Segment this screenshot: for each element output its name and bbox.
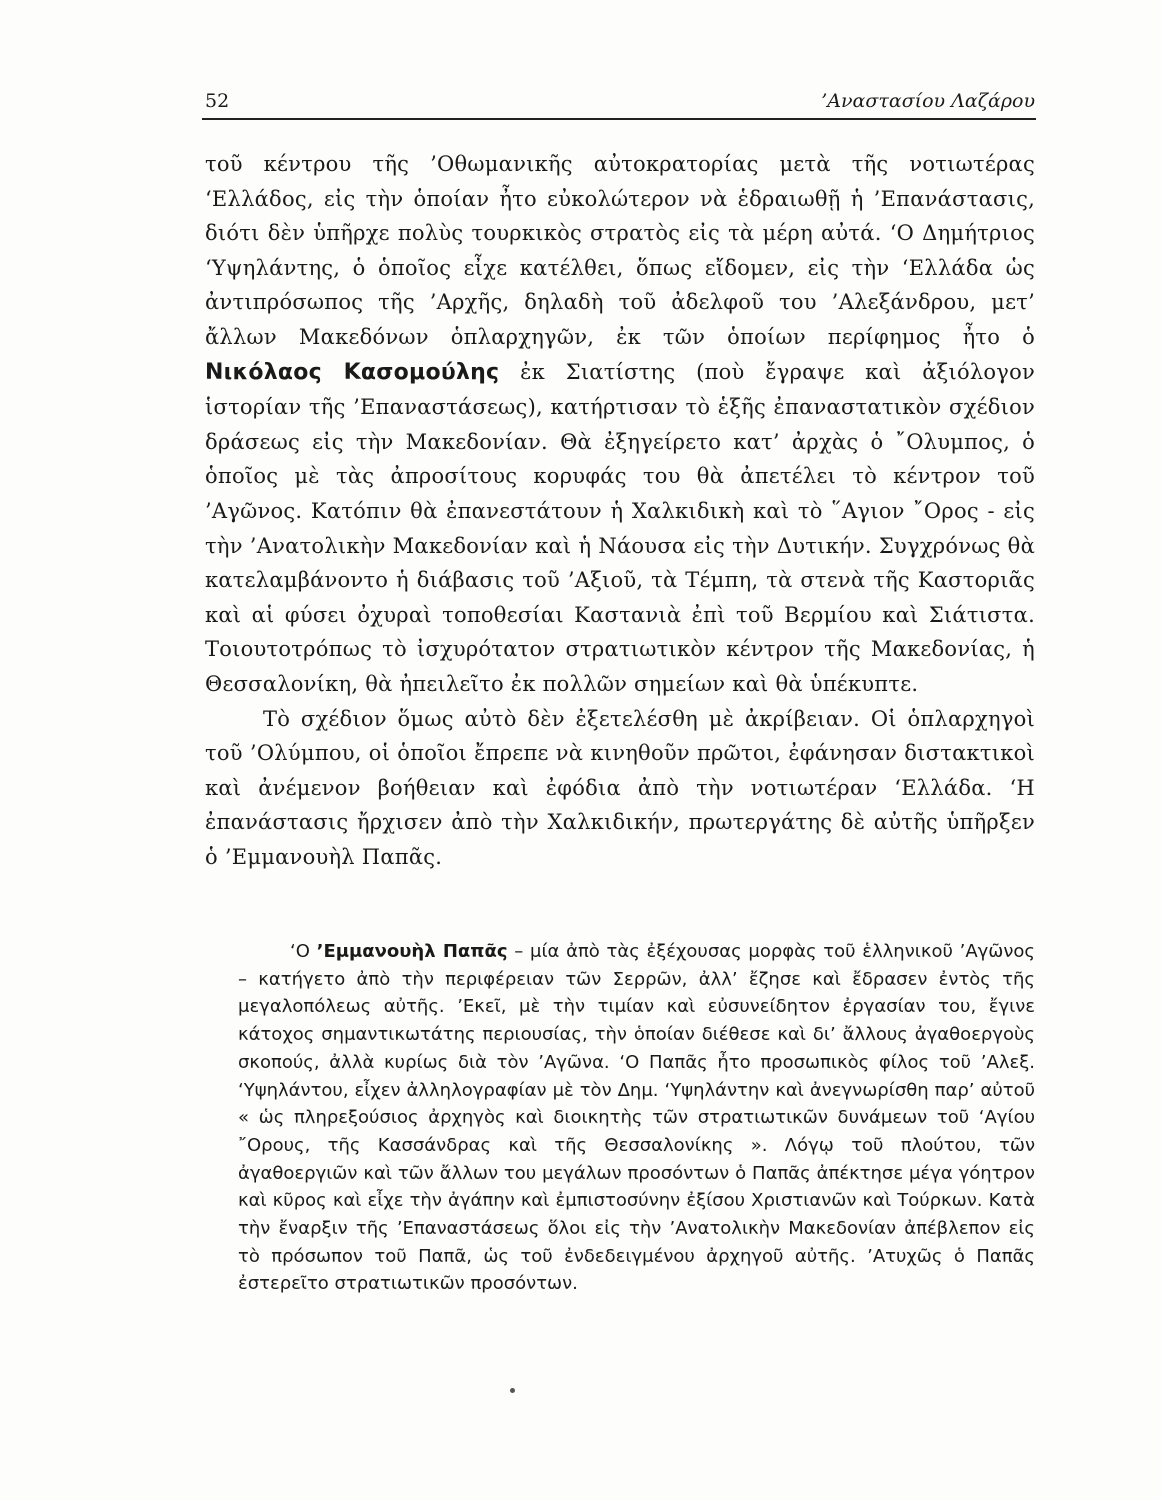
paragraph-1 <box>205 147 1035 702</box>
page-header <box>205 78 1035 112</box>
running-title: ’Αναστασίου Λαζάρου <box>821 90 1035 112</box>
footnote-paragraph <box>238 938 1035 1298</box>
footnote-lead: ‘Ο <box>290 941 310 962</box>
paragraph-2: Τὸ σχέδιον ὅμως αὐτὸ δὲν ἐξετελέσθη μὲ ἀκρίβειαν. Οἱ ὁπλαρχηγοὶ τοῦ ’Ολύμπου, οἱ ὁποῖοι ἔπρεπε νὰ κινηθοῦν πρῶτοι, ἐφάνησαν διστακτικοὶ καὶ ἀνέμενον βοήθειαν καὶ ἐφόδια ἀπὸ τὴν νοτιωτέραν ‘Ελλάδα. ‘Η ἐπανάστασις ἤρχισεν ἀπὸ τὴν Χαλκιδικήν, πρωτεργάτης δὲ αὐτῆς ὑπῆρξεν ὁ ’Εμμανουὴλ Παπᾶς. <box>205 706 1035 869</box>
footnote-text: – μία ἀπὸ τὰς ἐξέχουσας μορφὰς τοῦ ἑλληνικοῦ ’Αγῶνος – κατήγετο ἀπὸ τὴν περιφέρειαν τῶν Σερρῶν, ἀλλ’ ἔζησε καὶ ἔδρασεν ἐντὸς τῆς μεγαλοπόλεως αὐτῆς. ’Εκεῖ, μὲ τὴν τιμίαν καὶ εὐσυνείδητον ἐργασίαν του, ἔγινε κάτοχος σημαντικωτάτης περιουσίας, τὴν ὁποίαν διέθεσε καὶ δι’ ἄλλους ἀγαθοεργοὺς σκοπούς, ἀλλὰ κυρίως διὰ τὸν ’Αγῶνα. ‘Ο Παπᾶς ἦτο προσωπικὸς φίλος τοῦ ’Αλεξ. ‘Υψηλάντου, εἶχεν ἀλληλογραφίαν μὲ τὸν Δημ. ‘Υψηλάντην καὶ ἀνεγνωρίσθη παρ’ αὐτοῦ « ὡς πληρεξούσιος ἀρχηγὸς καὶ διοικητὴς τῶν στρατιωτικῶν δυνάμεων τοῦ ‘Αγίου ῎Ορους, τῆς Κασσάνδρας καὶ τῆς Θεσσαλονίκης ». Λόγῳ τοῦ πλούτου, τῶν ἀγαθοεργιῶν καὶ τῶν ἄλλων του μεγάλων προσόντων ὁ Παπᾶς ἀπέκτησε μέγα γόητρον καὶ κῦρος καὶ εἶχε τὴν ἀγάπην καὶ ἐμπιστοσύνην ἐξίσου Χριστιανῶν καὶ Τούρκων. Κατὰ τὴν ἔναρξιν τῆς ’Επαναστάσεως ὅλοι εἰς τὴν ’Ανατολικὴν Μακεδονίαν ἀπέβλεπον εἰς τὸ πρόσωπον τοῦ Παπᾶ, ὡς τοῦ ἐνδεδειγμένου ἀρχηγοῦ αὐτῆς. ’Ατυχῶς ὁ Παπᾶς ἐστερεῖτο στρατιωτικῶν προσόντων. <box>238 941 1035 1295</box>
main-text <box>205 147 1035 874</box>
page-number: 52 <box>205 90 230 112</box>
paragraph-1-text: τοῦ κέντρου τῆς ’Οθωμανικῆς αὐτοκρατορίας μετὰ τῆς νοτιωτέρας ‘Ελλάδος, εἰς τὴν ὁποίαν ἦτο εὐκολώτερον νὰ ἑδραιωθῇ ἡ ’Επανάστασις, διότι δὲν ὑπῆρχε πολὺς τουρκικὸς στρατὸς εἰς τὰ μέρη αὐτά. ‘Ο Δημήτριος ‘Υψηλάντης, ὁ ὁποῖος εἶχε κατέλθει, ὅπως εἴδομεν, εἰς τὴν ‘Ελλάδα ὡς ἀντιπρόσωπος τῆς ’Αρχῆς, δηλαδὴ τοῦ ἀδελφοῦ του ’Αλεξάνδρου, μετ’ ἄλλων Μακεδόνων ὁπλαρχηγῶν, ἐκ τῶν ὁποίων περίφημος ἦτο ὁ <box>205 152 1035 349</box>
footnote-bold-name: ’Εμμανουὴλ Παπᾶς <box>316 941 508 962</box>
header-rule <box>202 118 1036 120</box>
paragraph-1-text-after: ἐκ Σιατίστης (ποὺ ἔγραψε καὶ ἀξιόλογον ἱστορίαν τῆς ’Επαναστάσεως), κατήρτισαν τὸ ἑξῆς ἐπαναστατικὸν σχέδιον δράσεως εἰς τὴν Μακεδονίαν. Θὰ ἐξηγείρετο κατ’ ἀρχὰς ὁ ῎Ολυμπος, ὁ ὁποῖος μὲ τὰς ἀπροσίτους κορυφάς του θὰ ἀπετέλει τὸ κέντρον τοῦ ’Αγῶνος. Κατόπιν θὰ ἐπανεστάτουν ἡ Χαλκιδικὴ καὶ τὸ ῞Αγιον ῎Ορος - εἰς τὴν ’Ανατολικὴν Μακεδονίαν καὶ ἡ Νάουσα εἰς τὴν Δυτικήν. Συγχρόνως θὰ κατελαμβάνοντο ἡ διάβασις τοῦ ’Αξιοῦ, τὰ Τέμπη, τὰ στενὰ τῆς Καστοριᾶς καὶ αἱ φύσει ὀχυραὶ τοποθεσίαι Καστανιὰ ἐπὶ τοῦ Βερμίου καὶ Σιάτιστα. Τοιουτοτρόπως τὸ ἰσχυρότατον στρατιωτικὸν κέντρον τῆς Μακεδονίας, ἡ Θεσσαλονίκη, θὰ ἠπειλεῖτο ἐκ πολλῶν σημείων καὶ θὰ ὑπέκυπτε. <box>205 359 1036 696</box>
footnote <box>238 938 1035 1298</box>
bold-name-kasomoulis: Νικόλαος Κασομούλης <box>205 359 500 385</box>
scan-speck <box>510 1388 515 1393</box>
